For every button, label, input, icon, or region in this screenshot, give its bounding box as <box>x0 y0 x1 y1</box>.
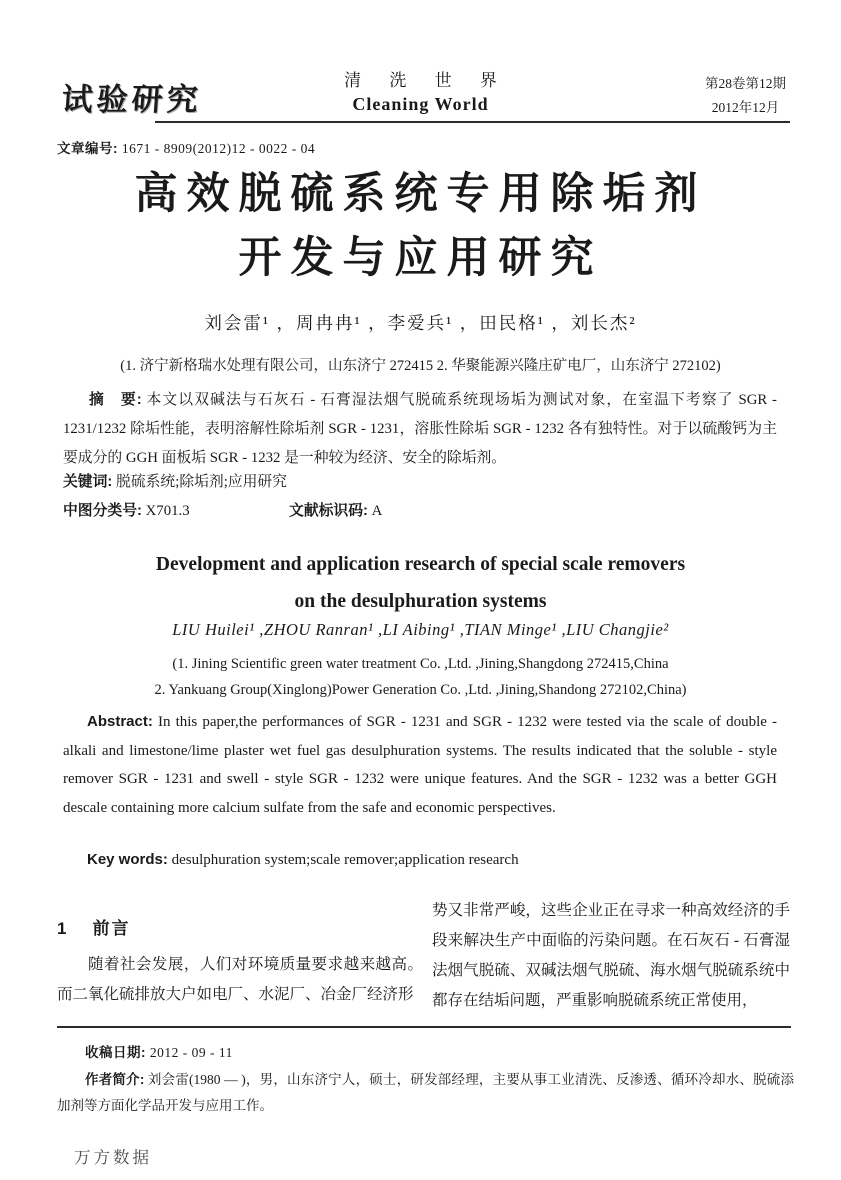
keywords-row-cn <box>63 470 777 491</box>
affiliation-cn: (1. 济宁新格瑞水处理有限公司，山东济宁 272415 2. 华聚能源兴隆庄矿电厂，山东济宁 272102) <box>120 358 721 374</box>
authors-cn: 刘会雷¹ ，周冉冉¹ ，李爱兵¹ ，田民格¹ ，刘长杰² <box>204 313 637 333</box>
paper-title-cn <box>0 162 841 290</box>
doc-code-label: 文献标识码: <box>289 503 368 519</box>
clc-label: 中图分类号: <box>63 503 142 519</box>
abstract-text-cn: 本文以双碱法与石灰石 - 石膏湿法烟气脱硫系统现场垢为测试对象，在室温下考察了 SGR - 1231/1232 除垢性能，表明溶解性除垢剂 SGR - 1231，溶胀性除垢 SGR - 1232 各有独特性。对于以硫酸钙为主要成分的 GGH 面板垢 SGR - 1232 是一种较为经济、安全的除垢剂。 <box>63 392 777 466</box>
abstract-text-en: In this paper,the performances of SGR - 1231 and SGR - 1232 were tested via the scale of double - alkali and limestone/lime plaster wet fuel gas desulphuration systems. The results indicated that the soluble - style remover SGR - 1231 and swell - style SGR - 1232 were unique features. And the SGR - 1232 was a better GGH descale containing more calcium sulfate from the safe and economic perspectives. <box>63 714 778 816</box>
author-bio-row <box>57 1067 794 1119</box>
clc-row <box>63 499 777 520</box>
received-date-row <box>57 1041 794 1061</box>
section-heading <box>57 914 130 939</box>
authors-en: LIU Huilei¹ ,ZHOU Ranran¹ ,LI Aibing¹ ,TIAN Minge¹ ,LIU Changjie² <box>172 620 669 639</box>
volume-issue: 第28卷第12期 <box>705 76 786 91</box>
footnote-rule <box>57 1026 791 1028</box>
keywords-label-cn: 关键词: <box>63 474 113 490</box>
clc-value: X701.3 <box>145 503 190 519</box>
keywords-en: desulphuration system;scale remover;application research <box>171 852 519 868</box>
body-left-column: 随着社会发展，人们对环境质量要求越来越高。而二氧化硫排放大户如电厂、水泥厂、冶金厂经济形 <box>57 956 423 1003</box>
received-date-label: 收稿日期: <box>85 1045 146 1060</box>
received-date-value: 2012 - 09 - 11 <box>149 1045 233 1060</box>
paper-title-cn-line2: 开发与应用研究 <box>238 234 603 282</box>
journal-title-cn: 清 洗 世 界 <box>344 71 509 90</box>
article-number-label: 文章编号: <box>57 141 118 156</box>
abstract-en <box>63 708 777 822</box>
doc-code-value: A <box>371 503 383 519</box>
keywords-row-en <box>63 851 777 869</box>
section-number: 1 <box>57 919 67 938</box>
section-title: 前言 <box>92 919 131 938</box>
abstract-label-cn: 摘 要: <box>89 392 142 408</box>
keywords-label-en: Key words: <box>87 851 168 868</box>
column-logo: 试验研究 <box>60 82 204 117</box>
affiliation-en-line2: 2. Yankuang Group(Xinglong)Power Generation Co. ,Ltd. ,Jining,Shandong 272102,China) <box>154 682 687 698</box>
abstract-label-en: Abstract: <box>87 713 153 730</box>
paper-title-en-line1: Development and application research of special scale removers <box>155 554 686 575</box>
abstract-cn <box>63 386 777 473</box>
article-number-row <box>57 137 315 157</box>
author-bio-text: 刘会雷(1980 — )，男，山东济宁人，硕士，研发部经理，主要从事工业清洗、反渗透、循环冷却水、脱硫添加剂等方面化学品开发与应用工作。 <box>57 1072 794 1113</box>
keywords-cn: 脱硫系统;除垢剂;应用研究 <box>116 474 288 490</box>
issue-date: 2012年12月 <box>711 99 780 115</box>
wanfang-watermark: 万方数据 <box>74 1148 152 1167</box>
journal-title-block <box>332 66 509 115</box>
paper-title-en-line2: on the desulphuration systems <box>294 591 547 612</box>
header-rule <box>155 121 790 123</box>
article-number: 1671 - 8909(2012)12 - 0022 - 04 <box>121 141 316 156</box>
journal-title-en: Cleaning World <box>352 94 489 114</box>
affiliation-en-line1: (1. Jining Scientific green water treatment Co. ,Ltd. ,Jining,Shangdong 272415,China <box>172 656 669 672</box>
body-right-column: 势又非常严峻，这些企业正在寻求一种高效经济的手段来解决生产中面临的污染问题。在石灰石 - 石膏湿法烟气脱硫、双碱法烟气脱硫、海水烟气脱硫系统中都存在结垢问题，严重影响脱硫系统正常使用， <box>432 902 790 1009</box>
author-bio-label: 作者简介: <box>85 1072 145 1087</box>
issue-info-block <box>705 72 786 119</box>
paper-title-en <box>0 546 841 620</box>
paper-title-cn-line1: 高效脱硫系统专用除垢剂 <box>134 170 707 218</box>
